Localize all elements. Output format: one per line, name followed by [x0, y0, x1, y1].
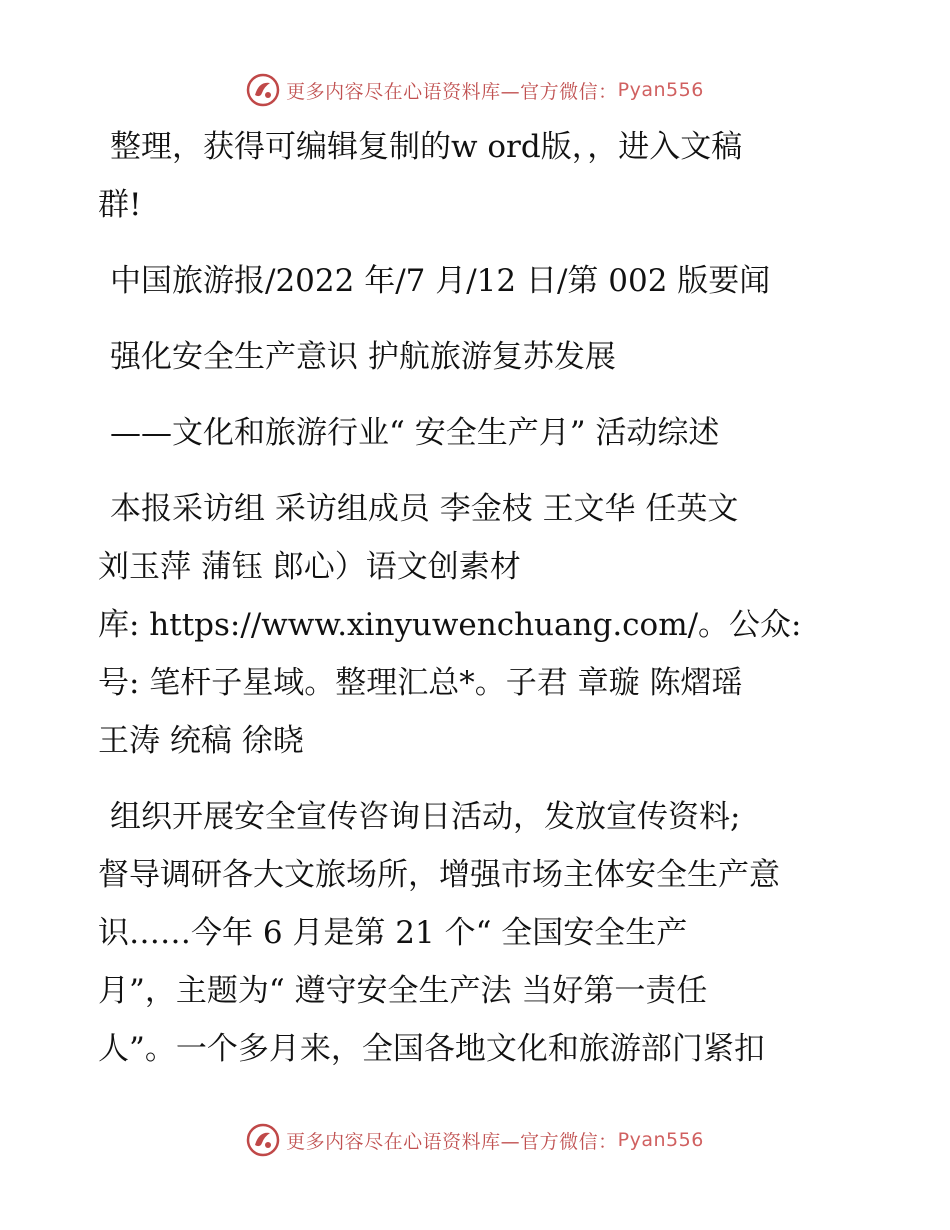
header-watermark — [0, 70, 950, 110]
watermark-text: 更多内容尽在心语资料库—官方微信： — [286, 1130, 618, 1153]
footer-watermark — [0, 1120, 950, 1160]
byline-line: 号: 笔杆子星域。整理汇总*。子君 章璇 陈熠瑶 — [98, 665, 743, 701]
byline-line: 王涛 统稿 徐晓 — [98, 723, 304, 759]
text-line: 整理，获得可编辑复制的w ord版，，进入文稿 — [110, 129, 743, 165]
byline-line: 本报采访组 采访组成员 李金枝 王文华 任英文 — [110, 491, 739, 527]
article-subtitle: ——文化和旅游行业“ 安全生产月” 活动综述 — [110, 415, 720, 451]
byline-line: 库: https://www.xinyuwenchuang.com/。公众: — [98, 607, 802, 643]
publication-info: 中国旅游报/2022 年/7 月/12 日/第 002 版要闻 — [110, 263, 771, 299]
seal-logo-icon — [246, 73, 280, 107]
seal-logo-icon — [246, 1123, 280, 1157]
watermark-text: 更多内容尽在心语资料库—官方微信： — [286, 80, 618, 103]
text-line: 群! — [98, 187, 142, 223]
body-line: 组织开展安全宣传咨询日活动，发放宣传资料; — [110, 799, 741, 835]
body-line: 人”。一个多月来，全国各地文化和旅游部门紧扣 — [98, 1031, 765, 1067]
watermark-wechat-id: Pyan556 — [617, 1129, 704, 1151]
article-body — [98, 118, 858, 1078]
body-line: 识……今年 6 月是第 21 个“ 全国安全生产 — [98, 915, 688, 951]
watermark-wechat-id: Pyan556 — [617, 79, 704, 101]
body-line: 月”，主题为“ 遵守安全生产法 当好第一责任 — [98, 973, 708, 1009]
body-line: 督导调研各大文旅场所，增强市场主体安全生产意 — [98, 857, 780, 893]
byline-line: 刘玉萍 蒲钰 郎心）语文创素材 — [98, 549, 521, 585]
article-title: 强化安全生产意识 护航旅游复苏发展 — [110, 339, 616, 375]
